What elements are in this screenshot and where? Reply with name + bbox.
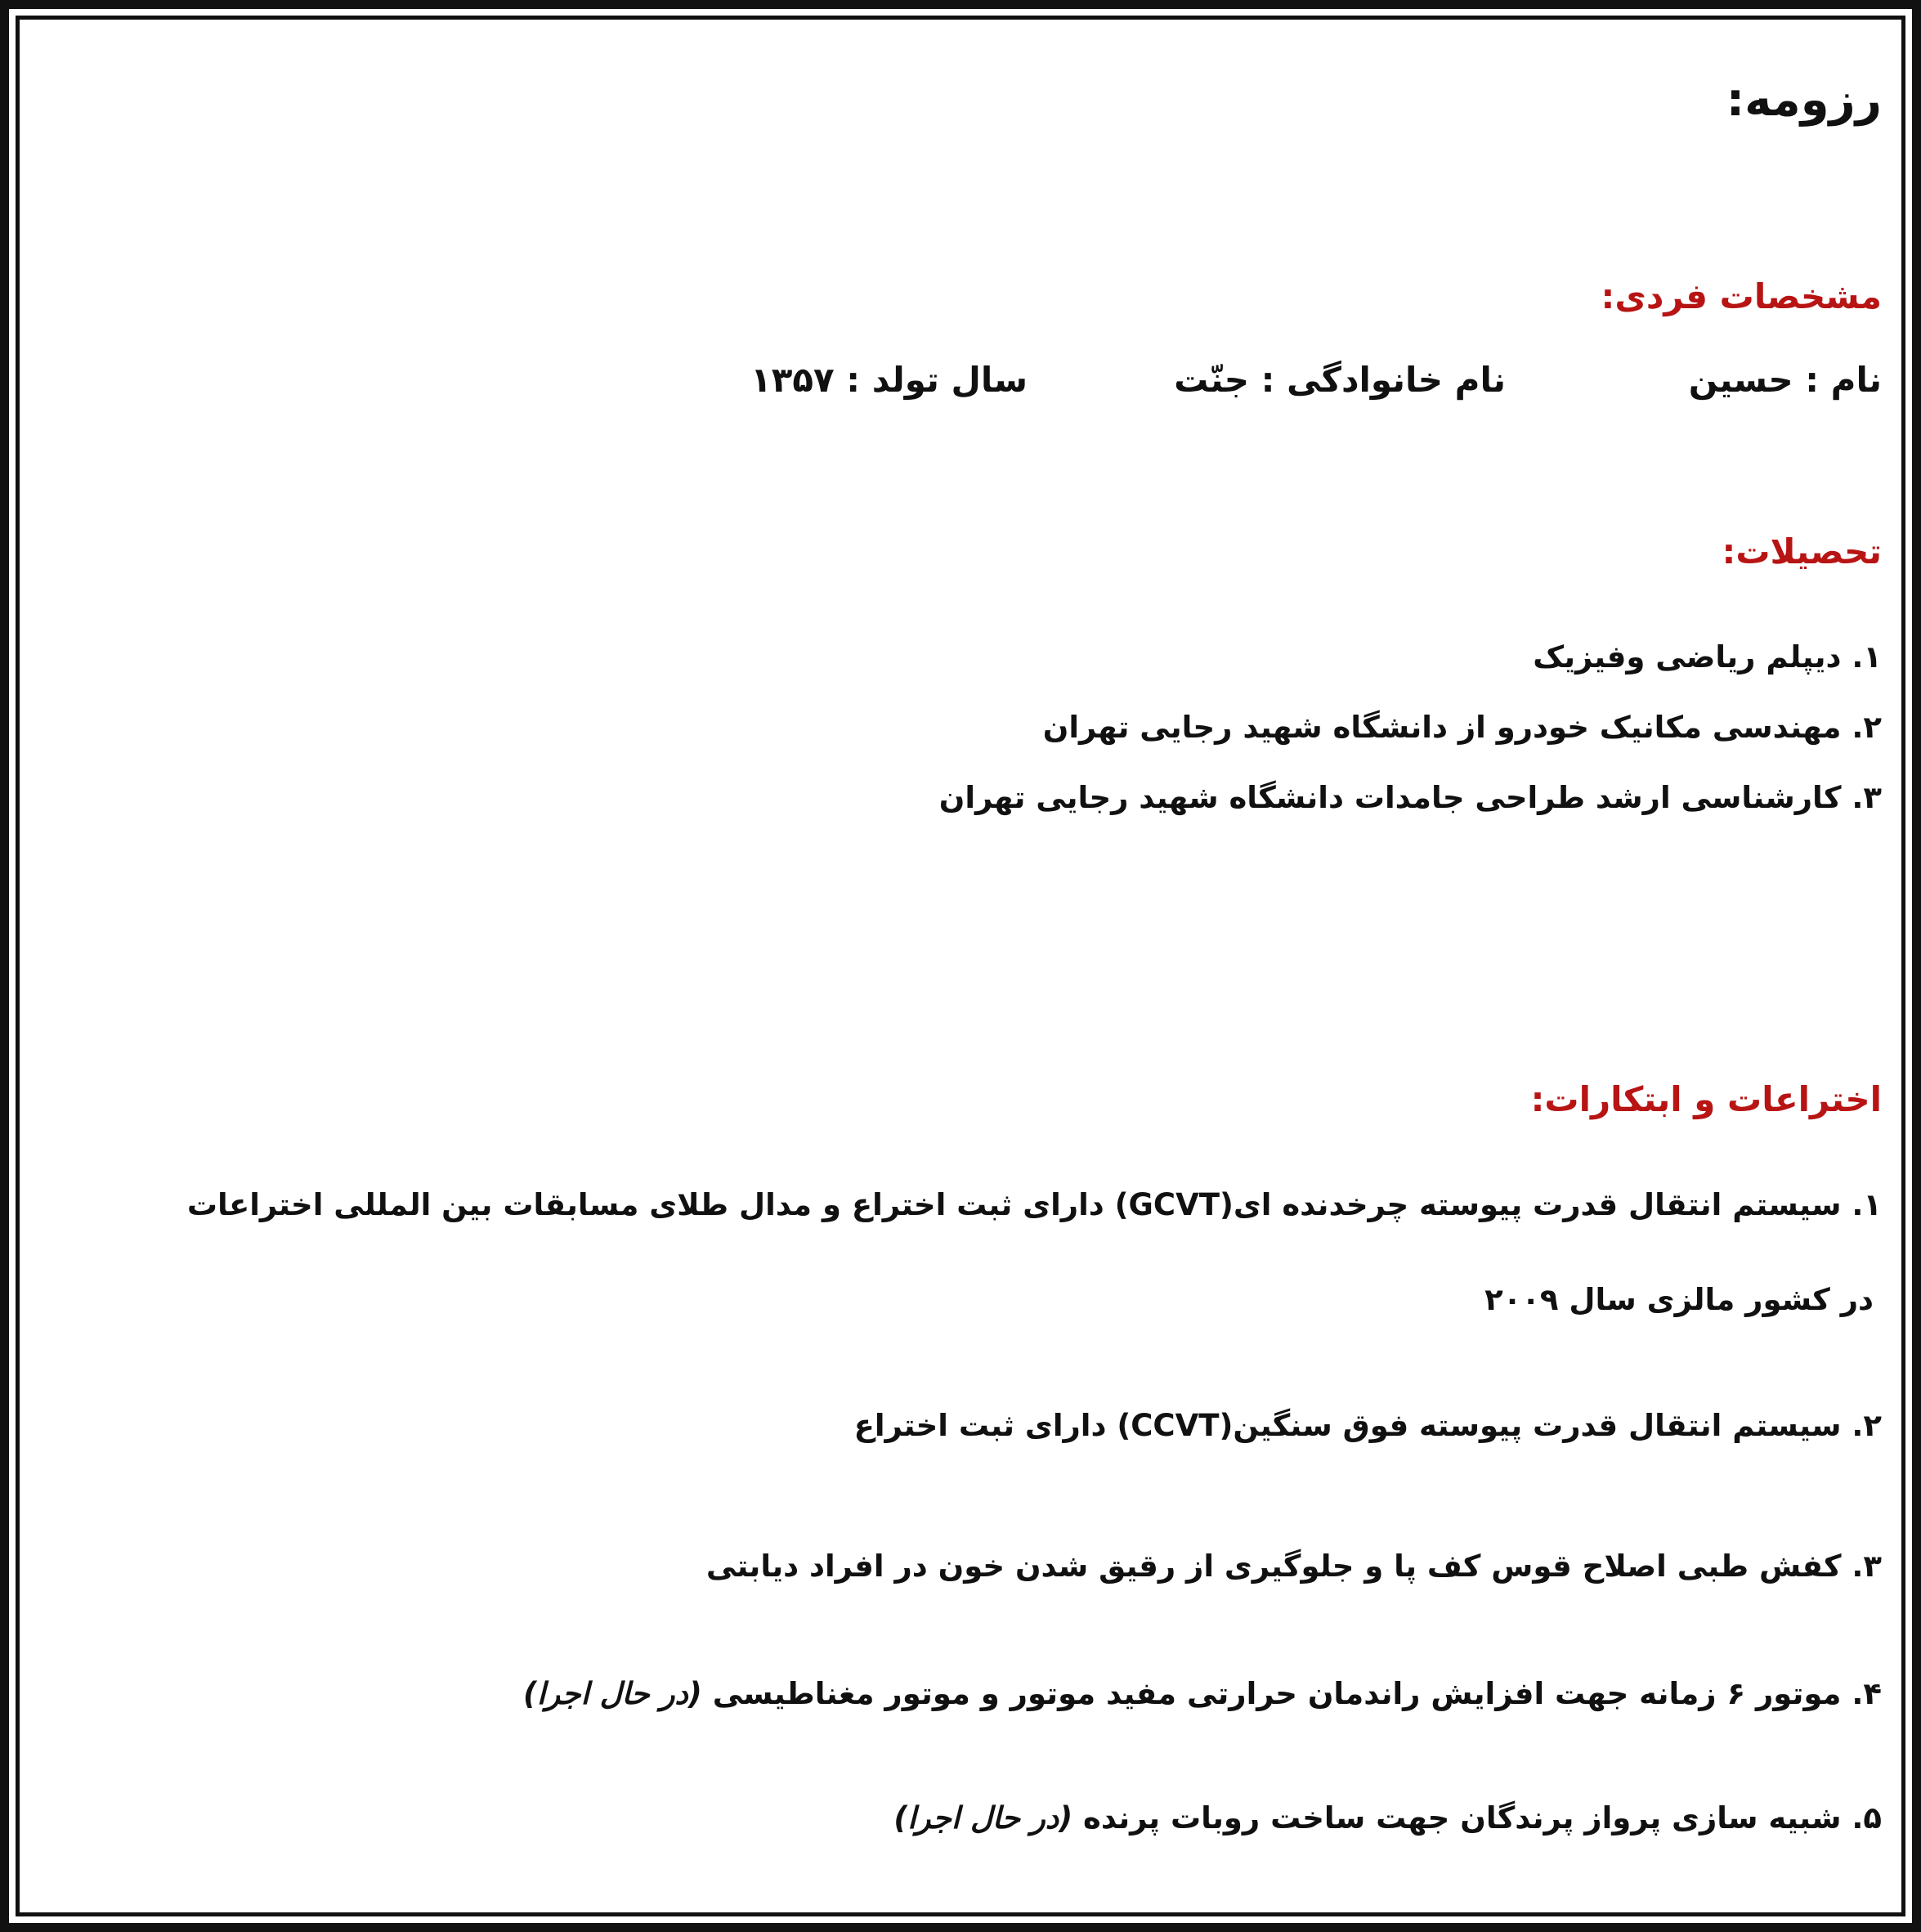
- invention-item-4: [523, 1676, 1882, 1711]
- invention-item-5-text: ۵. شبیه سازی پرواز پرندگان جهت ساخت روبات پرنده: [1072, 1800, 1882, 1836]
- personal-info-row: [705, 360, 1882, 409]
- personal-info-heading: مشخصات فردی:: [1601, 276, 1882, 316]
- birth-year: سال تولد : ۱۳۵۷: [750, 360, 1028, 400]
- education-item-3: ۳. کارشناسی ارشد طراحی جامدات دانشگاه شهید رجایی تهران: [938, 780, 1882, 815]
- invention-item-5-status: (در حال اجرا): [893, 1800, 1073, 1836]
- inventions-heading: اختراعات و ابتکارات:: [1530, 1079, 1882, 1119]
- resume-title: رزومه:: [1726, 74, 1882, 127]
- invention-item-4-status: (در حال اجرا): [523, 1676, 702, 1711]
- first-name: نام : حسین: [1688, 360, 1882, 400]
- family-name: نام خانوادگی : جنّت: [1174, 360, 1506, 400]
- education-heading: تحصیلات:: [1722, 531, 1882, 572]
- education-item-2: ۲. مهندسی مکانیک خودرو از دانشگاه شهید رجایی تهران: [1042, 710, 1882, 745]
- invention-item-3: ۳. کفش طبی اصلاح قوس کف پا و جلوگیری از رقیق شدن خون در افراد دیابتی: [705, 1549, 1882, 1584]
- invention-item-1-line-1: ۱. سیستم انتقال قدرت پیوسته چرخدنده ای(GCVT) دارای ثبت اختراع و مدال طلای مسابقات بین المللی اختراعات: [186, 1187, 1882, 1222]
- education-item-1: ۱. دیپلم ریاضی وفیزیک: [1533, 639, 1882, 675]
- invention-item-1-line-2: در کشور مالزی سال ۲۰۰۹: [1484, 1282, 1874, 1317]
- invention-item-5: [893, 1800, 1882, 1836]
- invention-item-2: ۲. سیستم انتقال قدرت پیوسته فوق سنگین(CCVT) دارای ثبت اختراع: [853, 1408, 1882, 1443]
- invention-item-4-text: ۴. موتور ۶ زمانه جهت افزایش راندمان حرارتی مفید موتور و موتور مغناطیسی: [712, 1676, 1882, 1711]
